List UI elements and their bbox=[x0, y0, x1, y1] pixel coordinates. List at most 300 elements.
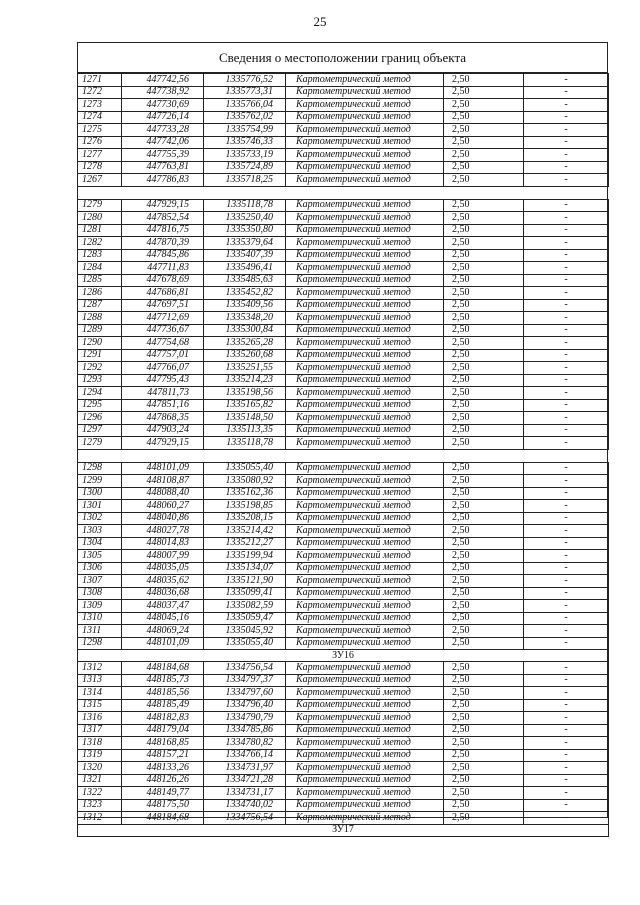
table-row bbox=[78, 362, 609, 375]
accuracy-cell: 2,50 bbox=[444, 111, 524, 124]
accuracy-cell: 2,50 bbox=[444, 600, 524, 613]
accuracy-cell: 2,50 bbox=[444, 374, 524, 387]
point-number-cell: 1272 bbox=[78, 86, 122, 99]
table-row bbox=[78, 224, 609, 237]
table-row bbox=[78, 500, 609, 513]
accuracy-cell: 2,50 bbox=[444, 412, 524, 425]
table-row bbox=[78, 712, 609, 725]
y-coordinate-cell: 1335118,78 bbox=[204, 199, 286, 212]
x-coordinate-cell: 447742,56 bbox=[122, 74, 204, 87]
y-coordinate-cell: 1335754,99 bbox=[204, 124, 286, 137]
table-row bbox=[78, 475, 609, 488]
table-row bbox=[78, 637, 609, 650]
table-row bbox=[78, 762, 609, 775]
note-cell: - bbox=[524, 462, 609, 475]
point-number-cell: 1308 bbox=[78, 587, 122, 600]
table-row bbox=[78, 562, 609, 575]
table-row bbox=[78, 387, 609, 400]
x-coordinate-cell: 447851,16 bbox=[122, 399, 204, 412]
y-coordinate-cell: 1335300,84 bbox=[204, 324, 286, 337]
x-coordinate-cell: 448184,68 bbox=[122, 662, 204, 675]
note-cell: - bbox=[524, 249, 609, 262]
table-row bbox=[78, 312, 609, 325]
note-cell: - bbox=[524, 86, 609, 99]
accuracy-cell: 2,50 bbox=[444, 249, 524, 262]
y-coordinate-cell: 1335251,55 bbox=[204, 362, 286, 375]
accuracy-cell: 2,50 bbox=[444, 799, 524, 812]
point-number-cell: 1291 bbox=[78, 349, 122, 362]
y-coordinate-cell: 1334797,60 bbox=[204, 687, 286, 700]
x-coordinate-cell: 448035,62 bbox=[122, 575, 204, 588]
method-cell: Картометрический метод bbox=[286, 637, 444, 650]
method-cell: Картометрический метод bbox=[286, 249, 444, 262]
note-cell: - bbox=[524, 587, 609, 600]
method-cell: Картометрический метод bbox=[286, 749, 444, 762]
table-row bbox=[78, 774, 609, 787]
method-cell: Картометрический метод bbox=[286, 762, 444, 775]
y-coordinate-cell: 1335121,90 bbox=[204, 575, 286, 588]
point-number-cell: 1274 bbox=[78, 111, 122, 124]
method-cell: Картометрический метод bbox=[286, 399, 444, 412]
point-number-cell: 1285 bbox=[78, 274, 122, 287]
note-cell: - bbox=[524, 237, 609, 250]
accuracy-cell: 2,50 bbox=[444, 424, 524, 437]
y-coordinate-cell: 1335776,52 bbox=[204, 74, 286, 87]
y-coordinate-cell: 1335452,82 bbox=[204, 287, 286, 300]
note-cell: - bbox=[524, 224, 609, 237]
point-number-cell: 1321 bbox=[78, 774, 122, 787]
note-cell: - bbox=[524, 712, 609, 725]
y-coordinate-cell: 1335055,40 bbox=[204, 462, 286, 475]
accuracy-cell: 2,50 bbox=[444, 287, 524, 300]
accuracy-cell: 2,50 bbox=[444, 362, 524, 375]
note-cell: - bbox=[524, 625, 609, 638]
point-number-cell: 1322 bbox=[78, 787, 122, 800]
x-coordinate-cell: 447726,14 bbox=[122, 111, 204, 124]
method-cell: Картометрический метод bbox=[286, 262, 444, 275]
method-cell: Картометрический метод bbox=[286, 99, 444, 112]
y-coordinate-cell: 1335080,92 bbox=[204, 475, 286, 488]
accuracy-cell: 2,50 bbox=[444, 612, 524, 625]
table-row bbox=[78, 124, 609, 137]
x-coordinate-cell: 448040,86 bbox=[122, 512, 204, 525]
point-number-cell: 1303 bbox=[78, 525, 122, 538]
note-cell: - bbox=[524, 575, 609, 588]
accuracy-cell: 2,50 bbox=[444, 724, 524, 737]
method-cell: Картометрический метод bbox=[286, 537, 444, 550]
x-coordinate-cell: 447742,06 bbox=[122, 136, 204, 149]
x-coordinate-cell: 447678,69 bbox=[122, 274, 204, 287]
y-coordinate-cell: 1335766,04 bbox=[204, 99, 286, 112]
table-row bbox=[78, 337, 609, 350]
x-coordinate-cell: 448149,77 bbox=[122, 787, 204, 800]
note-cell: - bbox=[524, 799, 609, 812]
point-number-cell: 1295 bbox=[78, 399, 122, 412]
x-coordinate-cell: 448185,49 bbox=[122, 699, 204, 712]
note-cell: - bbox=[524, 774, 609, 787]
x-coordinate-cell: 447786,83 bbox=[122, 174, 204, 187]
x-coordinate-cell: 448168,85 bbox=[122, 737, 204, 750]
method-cell: Картометрический метод bbox=[286, 86, 444, 99]
method-cell: Картометрический метод bbox=[286, 475, 444, 488]
table-row bbox=[78, 512, 609, 525]
point-number-cell: 1305 bbox=[78, 550, 122, 563]
y-coordinate-cell: 1334780,82 bbox=[204, 737, 286, 750]
y-coordinate-cell: 1334790,79 bbox=[204, 712, 286, 725]
x-coordinate-cell: 447738,92 bbox=[122, 86, 204, 99]
table-row bbox=[78, 812, 609, 825]
y-coordinate-cell: 1334766,14 bbox=[204, 749, 286, 762]
x-coordinate-cell: 447697,51 bbox=[122, 299, 204, 312]
parcel-label-row bbox=[78, 650, 609, 662]
method-cell: Картометрический метод bbox=[286, 212, 444, 225]
method-cell: Картометрический метод bbox=[286, 199, 444, 212]
y-coordinate-cell: 1335055,40 bbox=[204, 637, 286, 650]
y-coordinate-cell: 1335148,50 bbox=[204, 412, 286, 425]
method-cell: Картометрический метод bbox=[286, 349, 444, 362]
point-number-cell: 1311 bbox=[78, 625, 122, 638]
table-row bbox=[78, 625, 609, 638]
method-cell: Картометрический метод bbox=[286, 575, 444, 588]
y-coordinate-cell: 1335113,35 bbox=[204, 424, 286, 437]
accuracy-cell: 2,50 bbox=[444, 699, 524, 712]
x-coordinate-cell: 448036,68 bbox=[122, 587, 204, 600]
point-number-cell: 1284 bbox=[78, 262, 122, 275]
accuracy-cell: 2,50 bbox=[444, 312, 524, 325]
table-row bbox=[78, 399, 609, 412]
method-cell: Картометрический метод bbox=[286, 299, 444, 312]
point-number-cell: 1299 bbox=[78, 475, 122, 488]
x-coordinate-cell: 447712,69 bbox=[122, 312, 204, 325]
table-row bbox=[78, 787, 609, 800]
accuracy-cell: 2,50 bbox=[444, 299, 524, 312]
note-cell: - bbox=[524, 99, 609, 112]
accuracy-cell: 2,50 bbox=[444, 174, 524, 187]
y-coordinate-cell: 1335746,33 bbox=[204, 136, 286, 149]
point-number-cell: 1293 bbox=[78, 374, 122, 387]
note-cell: - bbox=[524, 787, 609, 800]
table-row bbox=[78, 674, 609, 687]
y-coordinate-cell: 1334731,97 bbox=[204, 762, 286, 775]
x-coordinate-cell: 448101,09 bbox=[122, 637, 204, 650]
point-number-cell: 1276 bbox=[78, 136, 122, 149]
x-coordinate-cell: 447903,24 bbox=[122, 424, 204, 437]
accuracy-cell: 2,50 bbox=[444, 687, 524, 700]
point-number-cell: 1312 bbox=[78, 812, 122, 825]
table-row bbox=[78, 724, 609, 737]
point-number-cell: 1278 bbox=[78, 161, 122, 174]
y-coordinate-cell: 1335409,56 bbox=[204, 299, 286, 312]
note-cell: - bbox=[524, 299, 609, 312]
accuracy-cell: 2,50 bbox=[444, 712, 524, 725]
table-row bbox=[78, 299, 609, 312]
x-coordinate-cell: 448088,40 bbox=[122, 487, 204, 500]
table-row bbox=[78, 487, 609, 500]
method-cell: Картометрический метод bbox=[286, 512, 444, 525]
method-cell: Картометрический метод bbox=[286, 174, 444, 187]
note-cell: - bbox=[524, 387, 609, 400]
method-cell: Картометрический метод bbox=[286, 625, 444, 638]
y-coordinate-cell: 1335199,94 bbox=[204, 550, 286, 563]
method-cell: Картометрический метод bbox=[286, 424, 444, 437]
y-coordinate-cell: 1335208,15 bbox=[204, 512, 286, 525]
x-coordinate-cell: 447766,07 bbox=[122, 362, 204, 375]
point-number-cell: 1287 bbox=[78, 299, 122, 312]
point-number-cell: 1290 bbox=[78, 337, 122, 350]
x-coordinate-cell: 447870,39 bbox=[122, 237, 204, 250]
note-cell: - bbox=[524, 424, 609, 437]
method-cell: Картометрический метод bbox=[286, 437, 444, 450]
note-cell: - bbox=[524, 324, 609, 337]
table-row bbox=[78, 412, 609, 425]
table-row bbox=[78, 274, 609, 287]
method-cell: Картометрический метод bbox=[286, 161, 444, 174]
y-coordinate-cell: 1335773,31 bbox=[204, 86, 286, 99]
note-cell: - bbox=[524, 337, 609, 350]
note-cell: - bbox=[524, 161, 609, 174]
table-row bbox=[78, 662, 609, 675]
method-cell: Картометрический метод bbox=[286, 274, 444, 287]
method-cell: Картометрический метод bbox=[286, 737, 444, 750]
contour-separator bbox=[78, 449, 609, 462]
x-coordinate-cell: 447733,28 bbox=[122, 124, 204, 137]
note-cell: - bbox=[524, 637, 609, 650]
table-row bbox=[78, 525, 609, 538]
accuracy-cell: 2,50 bbox=[444, 637, 524, 650]
x-coordinate-cell: 448133,26 bbox=[122, 762, 204, 775]
note-cell: - bbox=[524, 562, 609, 575]
point-number-cell: 1273 bbox=[78, 99, 122, 112]
accuracy-cell: 2,50 bbox=[444, 537, 524, 550]
accuracy-cell: 2,50 bbox=[444, 774, 524, 787]
y-coordinate-cell: 1335162,36 bbox=[204, 487, 286, 500]
table-row bbox=[78, 324, 609, 337]
y-coordinate-cell: 1335198,56 bbox=[204, 387, 286, 400]
method-cell: Картометрический метод bbox=[286, 550, 444, 563]
accuracy-cell: 2,50 bbox=[444, 324, 524, 337]
point-number-cell: 1281 bbox=[78, 224, 122, 237]
contour-separator bbox=[78, 186, 609, 199]
y-coordinate-cell: 1334785,86 bbox=[204, 724, 286, 737]
method-cell: Картометрический метод bbox=[286, 787, 444, 800]
table-row bbox=[78, 600, 609, 613]
point-number-cell: 1280 bbox=[78, 212, 122, 225]
note-cell: - bbox=[524, 612, 609, 625]
method-cell: Картометрический метод bbox=[286, 74, 444, 87]
accuracy-cell: 2,50 bbox=[444, 437, 524, 450]
method-cell: Картометрический метод bbox=[286, 224, 444, 237]
note-cell: - bbox=[524, 174, 609, 187]
point-number-cell: 1277 bbox=[78, 149, 122, 162]
point-number-cell: 1317 bbox=[78, 724, 122, 737]
y-coordinate-cell: 1334740,02 bbox=[204, 799, 286, 812]
x-coordinate-cell: 448014,83 bbox=[122, 537, 204, 550]
point-number-cell: 1315 bbox=[78, 699, 122, 712]
point-number-cell: 1319 bbox=[78, 749, 122, 762]
x-coordinate-cell: 448069,24 bbox=[122, 625, 204, 638]
method-cell: Картометрический метод bbox=[286, 799, 444, 812]
table-row bbox=[78, 237, 609, 250]
point-number-cell: 1310 bbox=[78, 612, 122, 625]
y-coordinate-cell: 1334756,54 bbox=[204, 662, 286, 675]
y-coordinate-cell: 1335165,82 bbox=[204, 399, 286, 412]
note-cell: - bbox=[524, 312, 609, 325]
y-coordinate-cell: 1335724,89 bbox=[204, 161, 286, 174]
y-coordinate-cell: 1335059,47 bbox=[204, 612, 286, 625]
table-row bbox=[78, 212, 609, 225]
table-row bbox=[78, 74, 609, 87]
accuracy-cell: 2,50 bbox=[444, 399, 524, 412]
y-coordinate-cell: 1335718,25 bbox=[204, 174, 286, 187]
x-coordinate-cell: 448182,83 bbox=[122, 712, 204, 725]
y-coordinate-cell: 1334721,28 bbox=[204, 774, 286, 787]
note-cell: - bbox=[524, 437, 609, 450]
x-coordinate-cell: 448037,47 bbox=[122, 600, 204, 613]
x-coordinate-cell: 447763,81 bbox=[122, 161, 204, 174]
method-cell: Картометрический метод bbox=[286, 136, 444, 149]
table-row bbox=[78, 199, 609, 212]
accuracy-cell: 2,50 bbox=[444, 812, 524, 825]
point-number-cell: 1297 bbox=[78, 424, 122, 437]
note-cell: - bbox=[524, 149, 609, 162]
accuracy-cell: 2,50 bbox=[444, 212, 524, 225]
table-row bbox=[78, 537, 609, 550]
table-row bbox=[78, 462, 609, 475]
note-cell: - bbox=[524, 412, 609, 425]
x-coordinate-cell: 448185,56 bbox=[122, 687, 204, 700]
accuracy-cell: 2,50 bbox=[444, 136, 524, 149]
table-row bbox=[78, 687, 609, 700]
accuracy-cell: 2,50 bbox=[444, 737, 524, 750]
x-coordinate-cell: 448060,27 bbox=[122, 500, 204, 513]
point-number-cell: 1306 bbox=[78, 562, 122, 575]
table-row bbox=[78, 699, 609, 712]
table-row bbox=[78, 749, 609, 762]
y-coordinate-cell: 1335348,20 bbox=[204, 312, 286, 325]
method-cell: Картометрический метод bbox=[286, 612, 444, 625]
method-cell: Картометрический метод bbox=[286, 487, 444, 500]
note-cell: - bbox=[524, 550, 609, 563]
point-number-cell: 1312 bbox=[78, 662, 122, 675]
parcel-label: ЗУ16 bbox=[78, 650, 609, 662]
point-number-cell: 1275 bbox=[78, 124, 122, 137]
table-row bbox=[78, 262, 609, 275]
y-coordinate-cell: 1334797,37 bbox=[204, 674, 286, 687]
point-number-cell: 1286 bbox=[78, 287, 122, 300]
table-row bbox=[78, 550, 609, 563]
parcel-label-row bbox=[78, 824, 609, 836]
table-row bbox=[78, 136, 609, 149]
point-number-cell: 1292 bbox=[78, 362, 122, 375]
point-number-cell: 1302 bbox=[78, 512, 122, 525]
y-coordinate-cell: 1335214,23 bbox=[204, 374, 286, 387]
note-cell: - bbox=[524, 349, 609, 362]
note-cell: - bbox=[524, 537, 609, 550]
x-coordinate-cell: 448157,21 bbox=[122, 749, 204, 762]
method-cell: Картометрический метод bbox=[286, 525, 444, 538]
table-row bbox=[78, 161, 609, 174]
x-coordinate-cell: 448045,16 bbox=[122, 612, 204, 625]
point-number-cell: 1289 bbox=[78, 324, 122, 337]
method-cell: Картометрический метод bbox=[286, 111, 444, 124]
point-number-cell: 1301 bbox=[78, 500, 122, 513]
note-cell: - bbox=[524, 199, 609, 212]
y-coordinate-cell: 1335198,85 bbox=[204, 500, 286, 513]
point-number-cell: 1304 bbox=[78, 537, 122, 550]
method-cell: Картометрический метод bbox=[286, 674, 444, 687]
table-row bbox=[78, 737, 609, 750]
y-coordinate-cell: 1335212,27 bbox=[204, 537, 286, 550]
point-number-cell: 1316 bbox=[78, 712, 122, 725]
y-coordinate-cell: 1334731,17 bbox=[204, 787, 286, 800]
accuracy-cell: 2,50 bbox=[444, 337, 524, 350]
accuracy-cell: 2,50 bbox=[444, 512, 524, 525]
y-coordinate-cell: 1335379,64 bbox=[204, 237, 286, 250]
method-cell: Картометрический метод bbox=[286, 462, 444, 475]
method-cell: Картометрический метод bbox=[286, 124, 444, 137]
x-coordinate-cell: 448179,04 bbox=[122, 724, 204, 737]
x-coordinate-cell: 448184,68 bbox=[122, 812, 204, 825]
accuracy-cell: 2,50 bbox=[444, 562, 524, 575]
note-cell: - bbox=[524, 124, 609, 137]
method-cell: Картометрический метод bbox=[286, 562, 444, 575]
method-cell: Картометрический метод bbox=[286, 287, 444, 300]
point-number-cell: 1314 bbox=[78, 687, 122, 700]
method-cell: Картометрический метод bbox=[286, 774, 444, 787]
note-cell: - bbox=[524, 274, 609, 287]
table-row bbox=[78, 249, 609, 262]
accuracy-cell: 2,50 bbox=[444, 787, 524, 800]
note-cell: - bbox=[524, 724, 609, 737]
point-number-cell: 1283 bbox=[78, 249, 122, 262]
point-number-cell: 1271 bbox=[78, 74, 122, 87]
accuracy-cell: 2,50 bbox=[444, 625, 524, 638]
accuracy-cell: 2,50 bbox=[444, 487, 524, 500]
y-coordinate-cell: 1334796,40 bbox=[204, 699, 286, 712]
point-number-cell: 1282 bbox=[78, 237, 122, 250]
accuracy-cell: 2,50 bbox=[444, 262, 524, 275]
y-coordinate-cell: 1335350,80 bbox=[204, 224, 286, 237]
note-cell: - bbox=[524, 674, 609, 687]
table-row bbox=[78, 587, 609, 600]
table-row bbox=[78, 424, 609, 437]
note-cell: - bbox=[524, 662, 609, 675]
x-coordinate-cell: 448027,78 bbox=[122, 525, 204, 538]
x-coordinate-cell: 447852,54 bbox=[122, 212, 204, 225]
accuracy-cell: 2,50 bbox=[444, 74, 524, 87]
point-number-cell: 1279 bbox=[78, 437, 122, 450]
note-cell: - bbox=[524, 737, 609, 750]
x-coordinate-cell: 447795,43 bbox=[122, 374, 204, 387]
note-cell: - bbox=[524, 687, 609, 700]
table-row bbox=[78, 349, 609, 362]
y-coordinate-cell: 1335099,41 bbox=[204, 587, 286, 600]
contour-separator-row bbox=[78, 449, 609, 462]
x-coordinate-cell: 448175,50 bbox=[122, 799, 204, 812]
accuracy-cell: 2,50 bbox=[444, 762, 524, 775]
x-coordinate-cell: 448007,99 bbox=[122, 550, 204, 563]
note-cell: - bbox=[524, 699, 609, 712]
note-cell: - bbox=[524, 362, 609, 375]
note-cell: - bbox=[524, 525, 609, 538]
note-cell: - bbox=[524, 762, 609, 775]
y-coordinate-cell: 1335260,68 bbox=[204, 349, 286, 362]
table-row bbox=[78, 86, 609, 99]
point-number-cell: 1279 bbox=[78, 199, 122, 212]
point-number-cell: 1296 bbox=[78, 412, 122, 425]
accuracy-cell: 2,50 bbox=[444, 387, 524, 400]
y-coordinate-cell: 1335045,92 bbox=[204, 625, 286, 638]
